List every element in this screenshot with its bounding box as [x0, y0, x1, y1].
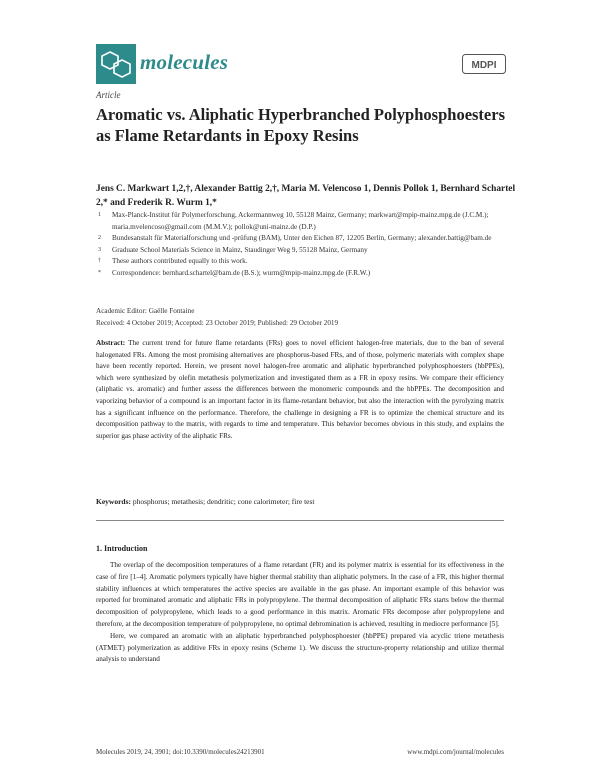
- article-title: Aromatic vs. Aliphatic Hyperbranched Polyphosphoesters as Flame Retardants in Epoxy Resins: [96, 105, 505, 145]
- affiliation-marker: 3: [98, 246, 101, 253]
- author-list: Jens C. Markwart 1,2,†, Alexander Battig 2,†, Maria M. Velencoso 1, Dennis Pollok 1, Bernhard Schartel 2,* and Frederik R. Wurm 1,*: [96, 184, 516, 208]
- affiliation-item: [96, 245, 516, 257]
- affiliation-text: Graduate School Materials Science in Mainz, Staudinger Weg 9, 55128 Mainz, Germany: [112, 245, 368, 254]
- journal-logo-icon: [96, 44, 136, 84]
- affiliation-item: [96, 256, 516, 268]
- publication-info: [96, 306, 516, 329]
- affiliation-item: [96, 268, 516, 280]
- affiliation-marker: 1: [98, 212, 101, 218]
- affiliation-list: [96, 210, 516, 280]
- section-heading: 1. Introduction: [96, 544, 148, 553]
- affiliation-text: Bundesanstalt für Materialforschung und -prüfung (BAM), Unter den Eichen 87, 12205 Berlin, Germany; alexander.battig@bam.de: [112, 234, 492, 243]
- keywords-text: phosphorus; metathesis; dendritic; cone calorimeter; fire test: [132, 497, 315, 506]
- keywords-label: Keywords:: [96, 497, 131, 506]
- footer-citation: Molecules 2019, 24, 3901; doi:10.3390/molecules24213901: [96, 748, 265, 756]
- publication-dates: Received: 4 October 2019; Accepted: 23 October 2019; Published: 29 October 2019: [96, 318, 339, 327]
- journal-name[interactable]: molecules: [140, 50, 229, 74]
- section-body: [96, 560, 504, 666]
- article-type: Article: [96, 90, 121, 100]
- affiliation-text: Correspondence: bernhard.schartel@bam.de (B.S.); wurm@mpip-mainz.mpg.de (F.R.W.): [112, 268, 371, 277]
- abstract-text: The current trend for future flame retardants (FRs) goes to novel efficient halogen-free materials, due to the ban of several halogenated FRs. Among the most promising alternatives are phosphorus-based FRs, and of those, polymeric materials with complex shape have been recently reported. Herein, we present novel halogen-free aromatic and aliphatic hyperbranched polyphosphoesters (hbPPEs), which were synthesized by olefin metathesis polymerization and investigated them as a FR in epoxy resins. We compare their efficiency (aliphatic vs. aromatic) and further assess the differences between the monomeric compounds and the hbPPEs. The decomposition and vaporizing behavior of a compound is an important factor in its flame-retardant behavior, but also the interaction with the pyrolyzing matrix has a significant influence on the performance. Therefore, the challenge in designing a FR is to optimize the chemical structure and its decomposition pathway to the matrix, with regards to time and temperature. This behavior becomes obvious in this study, and explains the superior gas phase activity of the aliphatic FRs.: [96, 339, 504, 440]
- affiliation-text: These authors contributed equally to this work.: [112, 257, 248, 266]
- affiliation-marker: 2: [98, 235, 101, 242]
- affiliation-text: Max-Planck-Institut für Polymerforschung, Ackermannweg 10, 55128 Mainz, Germany; markwart@mpip-mainz.mpg.de (J.C.M.); maria.mvelencoso@gmail.com (M.M.V.); pollok@uni-mainz.de (D.P.): [112, 211, 489, 231]
- body-paragraph: Here, we compared an aromatic with an aliphatic hyperbranched polyphosphoester (hbPPE) prepared via acyclic triene metathesis (ATMET) polymerization as additive FRs in epoxy resins (Scheme 1). We discuss the structure-property relationship and utilize thermal analysis to understand: [96, 631, 504, 664]
- body-paragraph: The overlap of the decomposition temperatures of a flame retardant (FR) and its polymer matrix is essential for its effectiveness in the case of fire [1–4]. Aromatic polymers typically have higher thermal stability than aliphatic polymers. In the case of a FR, this higher thermal stability influences at which temperatures the active species are available in the gas phase. An important example of this behavior was reported for brominated aromatic and aliphatic FRs in polypropylene. The thermal decomposition of aliphatic FRs starts below the thermal decomposition of polypropylene, which leads to a good performance in this matrix. Aromatic FRs decompose after polypropylene and therefore, at the decomposition temperature of polypropylene, no optimal debromination is achieved, resulting in mediocre performance [5].: [96, 561, 504, 628]
- abstract-label: Abstract:: [96, 339, 126, 347]
- academic-editor: Academic Editor: Gaëlle Fontaine: [96, 307, 195, 315]
- publisher-logo-text: MDPI: [471, 60, 497, 71]
- publisher-logo[interactable]: [462, 54, 506, 74]
- affiliation-marker: †: [98, 258, 101, 265]
- affiliation-item: [96, 233, 516, 245]
- footer-url[interactable]: www.mdpi.com/journal/molecules: [407, 748, 504, 756]
- affiliation-marker: *: [98, 269, 101, 276]
- abstract: [96, 338, 504, 442]
- affiliation-item: [96, 210, 516, 233]
- keywords: [96, 496, 504, 508]
- section-divider: [96, 520, 504, 521]
